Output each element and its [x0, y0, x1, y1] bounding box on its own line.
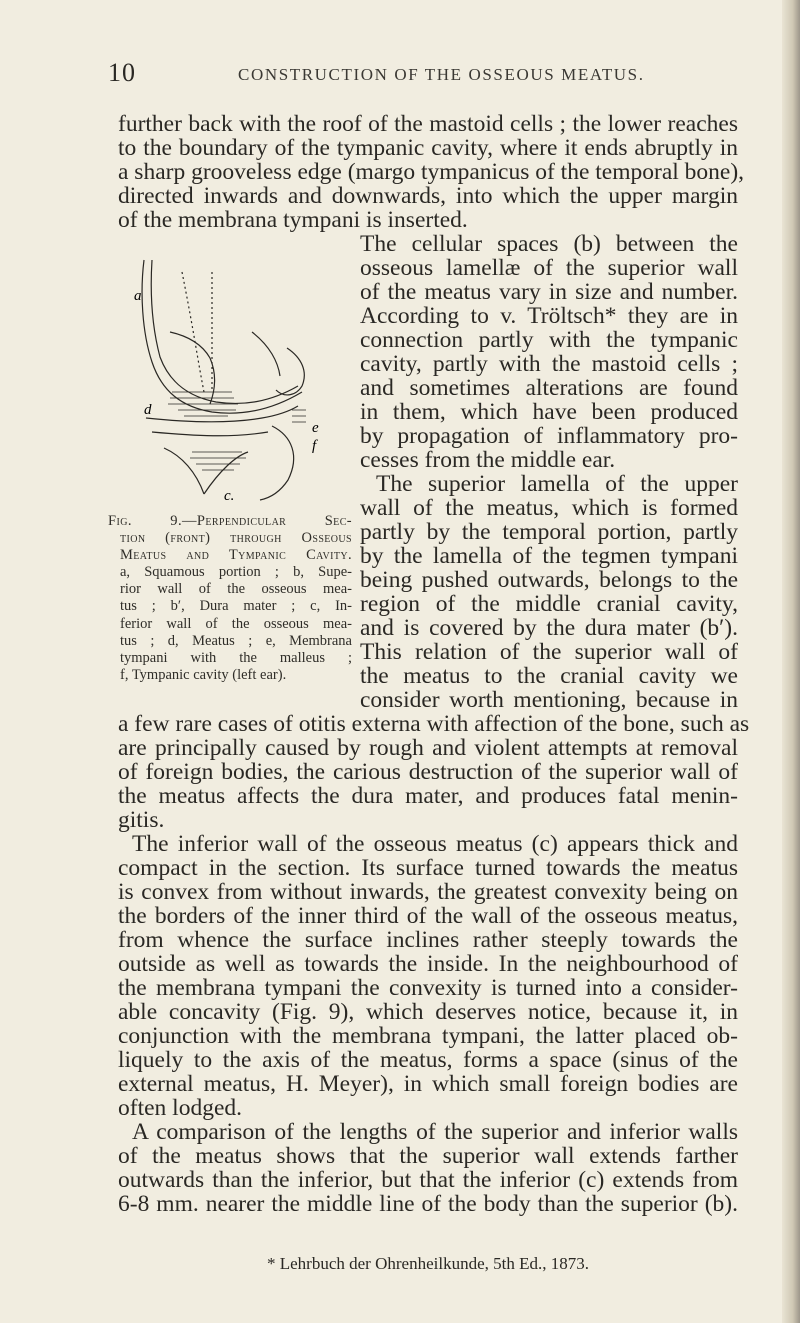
label-d: d — [144, 402, 152, 418]
body-line: osseous lamellæ of the superior wall — [360, 255, 738, 281]
label-c: c. — [224, 488, 235, 504]
body-line: external meatus, H. Meyer), in which small foreign bodies are — [118, 1071, 738, 1097]
caption-line: tion (front) through Osseous — [120, 530, 352, 547]
body-line: and is covered by the dura mater (b′). — [360, 615, 738, 641]
body-line: liquely to the axis of the meatus, forms a space (sinus of the — [118, 1047, 738, 1073]
caption-line: ferior wall of the osseous mea- — [120, 615, 352, 632]
body-line: the meatus to the cranial cavity we — [360, 663, 738, 689]
body-line: of the meatus vary in size and number. — [360, 279, 738, 305]
page-edge — [782, 0, 800, 1323]
body-line: are principally caused by rough and violent attempts at removal — [118, 735, 738, 761]
body-line: a sharp grooveless edge (margo tympanicus of the temporal bone), — [118, 159, 745, 185]
body-line: the membrana tympani the convexity is turned into a consider- — [118, 975, 738, 1001]
body-line: cavity, partly with the mastoid cells ; — [360, 351, 738, 377]
body-line: by the lamella of the tegmen tympani — [360, 543, 738, 569]
body-line: The superior lamella of the upper — [376, 471, 738, 497]
body-line: of foreign bodies, the carious destruction of the superior wall of — [118, 759, 738, 785]
caption-line: f, Tympanic cavity (left ear). — [120, 666, 287, 683]
body-line: outwards than the inferior, but that the inferior (c) extends from — [118, 1167, 738, 1193]
temporal-bone-section-illustration — [112, 288, 360, 504]
body-line: a few rare cases of otitis externa with affection of the bone, such as — [118, 711, 750, 737]
figure-9 — [112, 288, 360, 504]
body-line: and sometimes alterations are found — [360, 375, 738, 401]
caption-line: tus ; b′, Dura mater ; c, In- — [120, 598, 352, 615]
page-number: 10 — [108, 58, 136, 87]
body-line: able concavity (Fig. 9), which deserves notice, because it, in — [118, 999, 738, 1025]
body-line: wall of the meatus, which is formed — [360, 495, 738, 521]
body-line: the borders of the inner third of the wall of the osseous meatus, — [118, 903, 738, 929]
body-line: cesses from the middle ear. — [360, 447, 616, 473]
running-title: CONSTRUCTION OF THE OSSEOUS MEATUS. — [238, 65, 645, 84]
body-line: A comparison of the lengths of the superior and inferior walls — [132, 1119, 738, 1145]
figure-caption — [108, 513, 352, 684]
body-line: further back with the roof of the mastoid cells ; the lower reaches — [118, 111, 738, 137]
body-line: 6-8 mm. nearer the middle line of the body than the superior (b). — [118, 1191, 738, 1217]
body-line: connection partly with the tympanic — [360, 327, 738, 353]
body-line: compact in the section. Its surface turned towards the meatus — [118, 855, 738, 881]
footnote: * Lehrbuch der Ohrenheilkunde, 5th Ed., 1873. — [267, 1254, 589, 1273]
body-line: often lodged. — [118, 1095, 242, 1121]
body-line: region of the middle cranial cavity, — [360, 591, 738, 617]
body-line: of the membrana tympani is inserted. — [118, 207, 468, 233]
body-line: According to v. Tröltsch* they are in — [360, 303, 738, 329]
body-line: conjunction with the membrana tympani, the latter placed ob- — [118, 1023, 738, 1049]
body-line: partly by the temporal portion, partly — [360, 519, 738, 545]
body-line: directed inwards and downwards, into which the upper margin — [118, 183, 738, 209]
body-line: The inferior wall of the osseous meatus (c) appears thick and — [132, 831, 738, 857]
caption-line: Fig. 9.—Perpendicular Sec- — [108, 513, 352, 529]
caption-line: a, Squamous portion ; b, Supe- — [120, 564, 352, 581]
label-a: a — [134, 288, 142, 304]
body-line: This relation of the superior wall of — [360, 639, 738, 665]
body-line: is convex from without inwards, the greatest convexity being on — [118, 879, 738, 905]
caption-line: tus ; d, Meatus ; e, Membrana — [120, 632, 352, 649]
caption-line: rior wall of the osseous mea- — [120, 581, 352, 598]
body-line: being pushed outwards, belongs to the — [360, 567, 738, 593]
body-line: the meatus affects the dura mater, and produces fatal menin- — [118, 783, 738, 809]
body-line: in them, which have been produced — [360, 399, 738, 425]
page-header — [0, 58, 800, 88]
label-f: f — [312, 438, 317, 454]
body-line: The cellular spaces (b) between the — [360, 231, 738, 257]
body-line: of the meatus shows that the superior wall extends farther — [118, 1143, 738, 1169]
caption-line: Meatus and Tympanic Cavity. — [120, 547, 352, 564]
body-line: from whence the surface inclines rather steeply towards the — [118, 927, 738, 953]
body-line: to the boundary of the tympanic cavity, where it ends abruptly in — [118, 135, 738, 161]
caption-line: tympani with the malleus ; — [120, 649, 352, 666]
body-line: consider worth mentioning, because in — [360, 687, 738, 713]
body-line: by propagation of inflammatory pro- — [360, 423, 738, 449]
body-line: gitis. — [118, 807, 165, 833]
label-e: e — [312, 420, 319, 436]
body-line: outside as well as towards the inside. In the neighbourhood of — [118, 951, 738, 977]
